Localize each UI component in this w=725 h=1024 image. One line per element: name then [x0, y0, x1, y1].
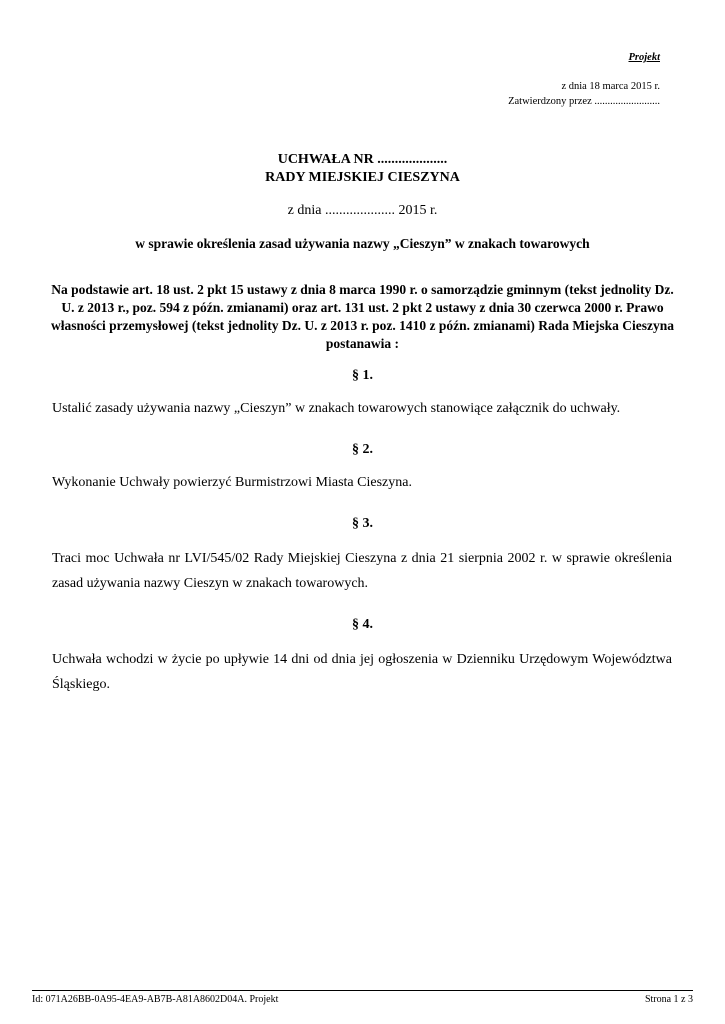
section-mark-1: § 1. — [352, 368, 373, 383]
section-mark-4: § 4. — [352, 617, 373, 632]
page-indicator: Strona 1 z 3 — [644, 994, 693, 1005]
section-mark-3: § 3. — [352, 516, 373, 531]
approved-by-line: Zatwierdzony przez ......................... — [508, 96, 660, 107]
resolution-subject: w sprawie określenia zasad używania nazwy „Cieszyn” w znakach towarowych — [135, 236, 590, 251]
resolution-number: UCHWAŁA NR .................... — [277, 152, 448, 167]
legal-basis: Na podstawie art. 18 ust. 2 pkt 15 ustawy z dnia 8 marca 1990 r. o samorządzie gminnym (tekst jednolity Dz. U. z 2013 r., poz. 594 z późn. zmianami) oraz art. 131 ust. 2 pkt 2 ustawy z dnia 30 czerwca 2000 r. Prawo własności przemysłowej (tekst jednolity Dz. U. z 2013 r. poz. 1410 z późn. zmianami) Rada Miejska Cieszyna postanawia : — [50, 282, 675, 351]
footer-divider — [32, 990, 693, 991]
section-mark-2: § 2. — [352, 442, 373, 457]
section-text-2: Wykonanie Uchwały powierzyć Burmistrzowi Miasta Cieszyna. — [52, 475, 412, 490]
resolution-date: z dnia .................... 2015 r. — [287, 203, 438, 218]
council-name: RADY MIEJSKIEJ CIESZYNA — [265, 170, 460, 185]
section-text-3: Traci moc Uchwała nr LVI/545/02 Rady Miejskiej Cieszyna z dnia 21 sierpnia 2002 r. w sprawie określenia zasad używania nazwy Cieszyn w znakach towarowych. — [52, 551, 672, 591]
section-text-1: Ustalić zasady używania nazwy „Cieszyn” w znakach towarowych stanowiące załącznik do uchwały. — [52, 401, 621, 416]
section-text-4: Uchwała wchodzi w życie po upływie 14 dni od dnia jej ogłoszenia w Dzienniku Urzędowym Województwa Śląskiego. — [52, 652, 672, 692]
projekt-label: Projekt — [628, 52, 660, 63]
draft-date-line: z dnia 18 marca 2015 r. — [561, 81, 660, 92]
document-id: Id: 071A26BB-0A95-4EA9-AB7B-A81A8602D04A. Projekt — [32, 994, 279, 1005]
